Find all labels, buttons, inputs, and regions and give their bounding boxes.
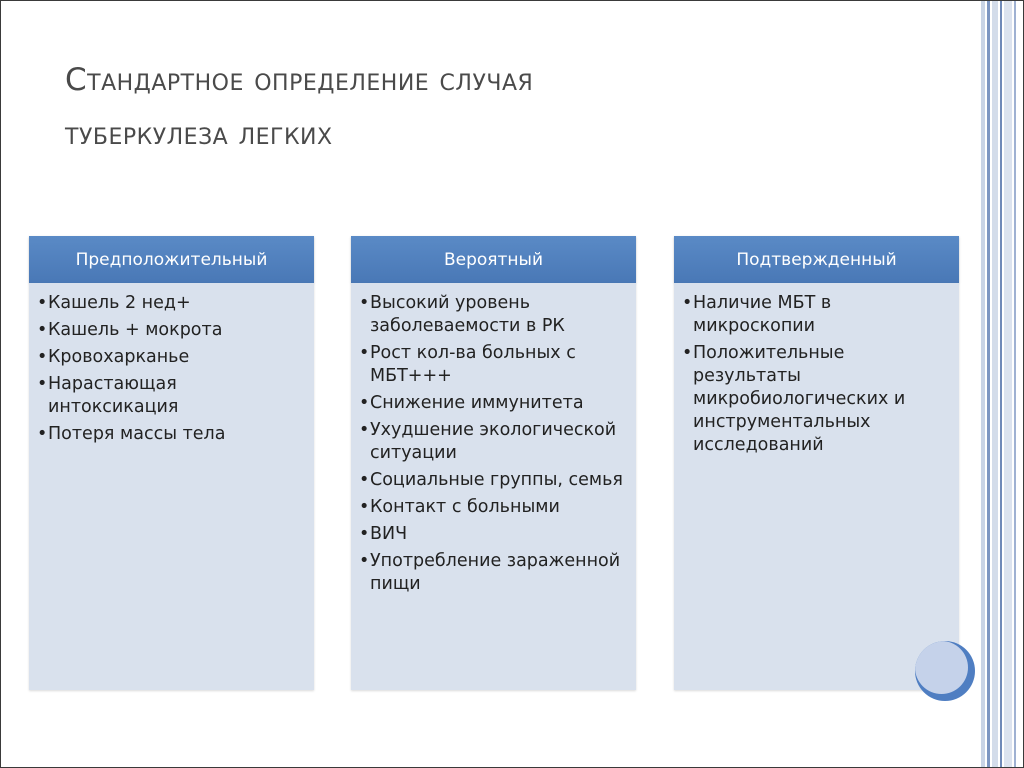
list-item — [682, 292, 949, 338]
list-item — [359, 523, 626, 546]
column-confirmed — [674, 236, 959, 690]
list-item — [359, 342, 626, 388]
bullet: • — [682, 293, 693, 313]
list-item — [37, 292, 304, 315]
decorative-stripe — [1000, 1, 1002, 767]
list-item — [37, 373, 304, 419]
bullet: • — [359, 470, 370, 490]
list-item-text: Ухудшение экологической ситуации — [370, 420, 617, 463]
bullet: • — [37, 374, 48, 394]
list-item — [37, 319, 304, 342]
column-header: Подтвержденный — [674, 236, 959, 283]
list-item — [359, 550, 626, 596]
decorative-stripe — [1014, 1, 1016, 767]
decorative-stripe — [981, 1, 985, 767]
list-item — [37, 346, 304, 369]
bullet: • — [359, 393, 370, 413]
bullet: • — [359, 420, 370, 440]
bullet: • — [359, 293, 370, 313]
list-item-text: Кровохарканье — [48, 347, 190, 367]
decorative-circle-inner — [915, 641, 968, 694]
bullet: • — [682, 343, 693, 363]
list-item — [682, 342, 949, 457]
list-item-text: Кашель 2 нед+ — [48, 293, 191, 313]
bullet: • — [37, 293, 48, 313]
bullet: • — [359, 524, 370, 544]
column-body — [351, 283, 636, 690]
column-presumptive — [29, 236, 314, 690]
column-body — [674, 283, 959, 690]
list-item — [359, 392, 626, 415]
decorative-stripe — [987, 1, 990, 767]
list-item-text: Наличие МБТ в микроскопии — [693, 293, 832, 336]
column-body — [29, 283, 314, 690]
decorative-stripe — [992, 1, 998, 767]
list-item-text: Потеря массы тела — [48, 424, 226, 444]
bullet: • — [37, 347, 48, 367]
column-probable — [351, 236, 636, 690]
list-item — [359, 292, 626, 338]
list-item-text: Контакт с больными — [370, 497, 560, 517]
decorative-stripe — [1004, 1, 1012, 767]
list-item — [359, 419, 626, 465]
list-item — [37, 423, 304, 446]
slide-title-line-2: туберкулеза легких — [65, 116, 333, 152]
decorative-circle — [915, 641, 975, 701]
slide-title-line-1: Стандартное определение случая — [65, 62, 534, 98]
list-item-text: Рост кол-ва больных с МБТ+++ — [370, 343, 576, 386]
list-item-text: Социальные группы, семья — [370, 470, 623, 490]
list-item — [359, 496, 626, 519]
list-item-text: ВИЧ — [370, 524, 408, 544]
list-item-text: Употребление зараженной пищи — [370, 551, 621, 594]
column-header: Предположительный — [29, 236, 314, 283]
bullet: • — [37, 320, 48, 340]
bullet: • — [359, 497, 370, 517]
column-header: Вероятный — [351, 236, 636, 283]
bullet: • — [37, 424, 48, 444]
list-item-text: Высокий уровень заболеваемости в РК — [370, 293, 565, 336]
list-item-text: Положительные результаты микробиологических и инструментальных исследований — [693, 343, 906, 455]
slide-title — [65, 53, 945, 161]
bullet: • — [359, 343, 370, 363]
list-item-text: Снижение иммунитета — [370, 393, 584, 413]
list-item-text: Кашель + мокрота — [48, 320, 223, 340]
list-item — [359, 469, 626, 492]
list-item-text: Нарастающая интоксикация — [48, 374, 179, 417]
bullet: • — [359, 551, 370, 571]
